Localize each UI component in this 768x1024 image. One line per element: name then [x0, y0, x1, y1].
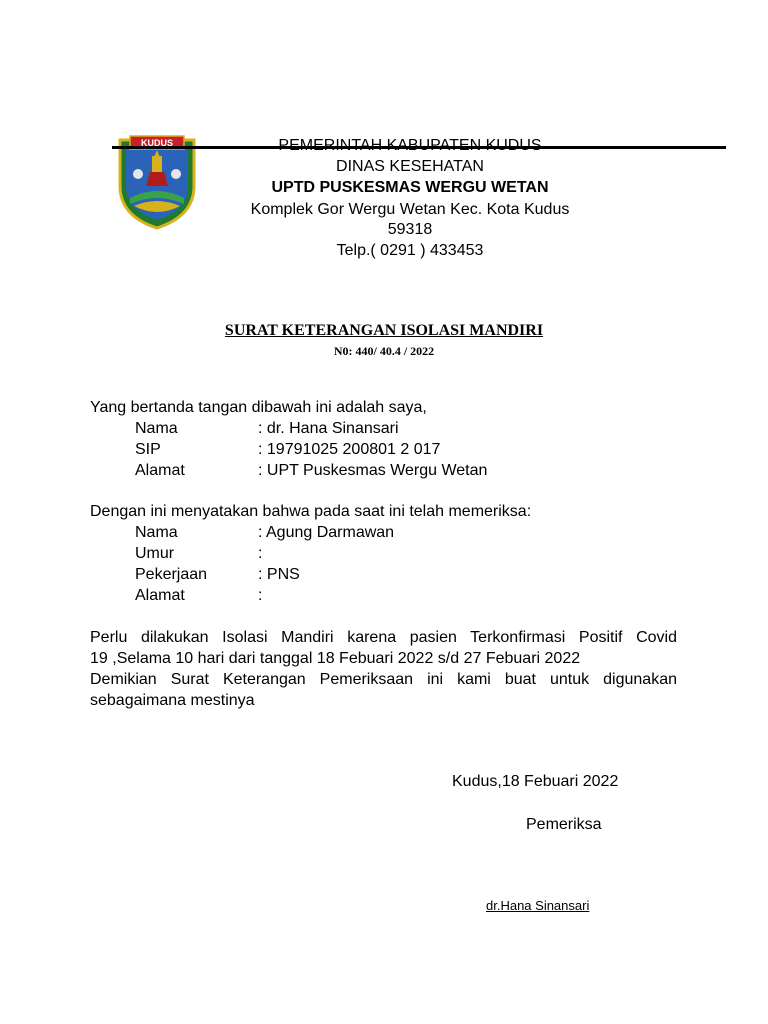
statement-line-1: Perlu dilakukan Isolasi Mandiri karena pasien Terkonfirmasi Positif Covid	[90, 629, 677, 646]
signer-name-value: : dr. Hana Sinansari	[258, 420, 399, 437]
statement-line-3: Demikian Surat Keterangan Pemeriksaan ini kami buat untuk digunakan	[90, 671, 677, 688]
signer-name-label: Nama	[135, 420, 178, 437]
patient-occupation-label: Pekerjaan	[135, 566, 208, 583]
signer-address-value: : UPT Puskesmas Wergu Wetan	[258, 462, 488, 479]
government-name: PEMERINTAH KABUPATEN KUDUS	[278, 137, 542, 154]
signer-name: dr.Hana Sinansari	[486, 898, 590, 913]
institution-name: UPTD PUSKESMAS WERGU WETAN	[271, 179, 549, 196]
patient-age-value: :	[258, 545, 263, 562]
patient-name-value: : Agung Darmawan	[258, 524, 395, 541]
patient-name-label: Nama	[135, 524, 178, 541]
document-number: N0: 440/ 40.4 / 2022	[333, 344, 435, 358]
department-name: DINAS KESEHATAN	[336, 158, 484, 175]
logo-text: KUDUS	[140, 138, 174, 148]
patient-address-label: Alamat	[135, 587, 185, 604]
signer-sip-value: : 19791025 200801 2 017	[258, 441, 441, 458]
patient-age-label: Umur	[135, 545, 175, 562]
place-and-date: Kudus,18 Febuari 2022	[452, 773, 619, 790]
patient-occupation-value: : PNS	[258, 566, 300, 583]
postal-code: 59318	[387, 221, 433, 238]
address-line: Komplek Gor Wergu Wetan Kec. Kota Kudus	[250, 201, 570, 218]
patient-address-value: :	[258, 587, 263, 604]
patient-intro: Dengan ini menyatakan bahwa pada saat ini telah memeriksa:	[90, 503, 532, 520]
phone-number: Telp.( 0291 ) 433453	[336, 242, 484, 259]
statement-paragraph	[90, 627, 677, 711]
signer-sip-label: SIP	[135, 441, 161, 458]
statement-line-4: sebagaimana mestinya	[90, 692, 255, 709]
document-title: SURAT KETERANGAN ISOLASI MANDIRI	[224, 322, 544, 339]
signer-intro: Yang bertanda tangan dibawah ini adalah saya,	[90, 399, 427, 416]
signer-role: Pemeriksa	[526, 816, 602, 833]
statement-line-2: 19 ,Selama 10 hari dari tanggal 18 Febuari 2022 s/d 27 Febuari 2022	[90, 650, 581, 667]
signer-address-label: Alamat	[135, 462, 185, 479]
